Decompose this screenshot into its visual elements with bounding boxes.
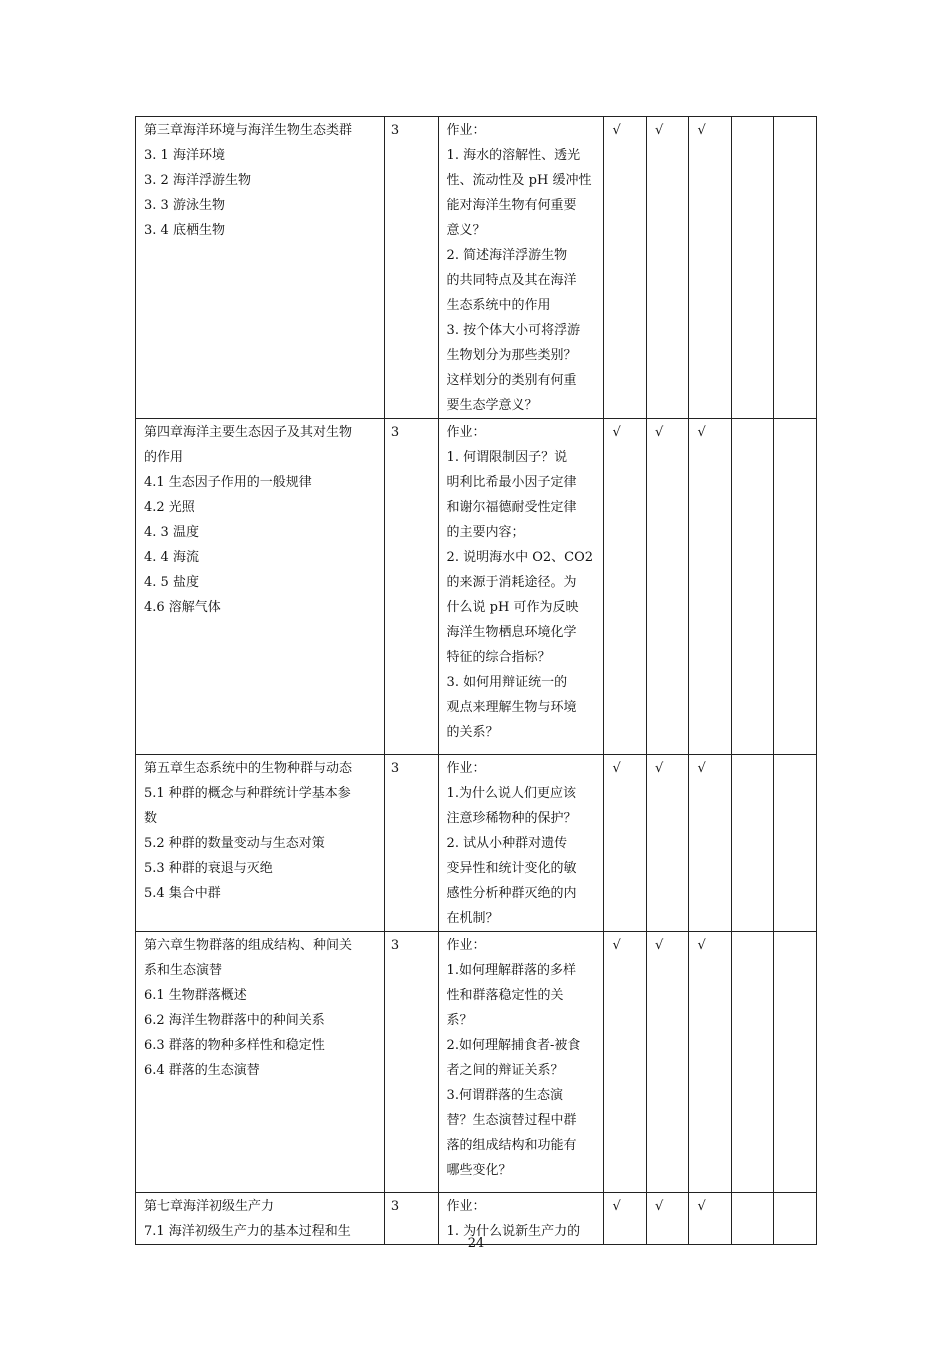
chapter-title: 第五章生态系统中的生物种群与动态 <box>144 761 353 776</box>
hours-value: 3 <box>390 761 400 776</box>
homework-line: 的来源于消耗途径。为 <box>446 575 577 590</box>
checkmark-cell <box>689 932 731 1193</box>
checkmark-cell <box>604 932 646 1193</box>
homework-cell <box>438 117 604 419</box>
homework-line: 变异性和统计变化的敏 <box>446 861 577 876</box>
checkmark: √ <box>612 761 621 776</box>
section-item: 3. 2 海洋浮游生物 <box>144 173 251 188</box>
chapter-content-cell <box>136 419 385 755</box>
checkmark-cell <box>689 117 731 419</box>
checkmark: √ <box>697 123 706 138</box>
homework-line: 的共同特点及其在海洋 <box>446 273 577 288</box>
page-number: 24 <box>467 1236 485 1251</box>
homework-label: 作业： <box>446 123 486 138</box>
chapter-title: 第七章海洋初级生产力 <box>144 1199 275 1214</box>
homework-line: 意义？ <box>446 223 486 238</box>
checkmark-cell <box>646 755 688 932</box>
homework-line: 生态系统中的作用 <box>446 298 551 313</box>
syllabus-table <box>135 116 817 1245</box>
chapter-title: 第三章海洋环境与海洋生物生态类群 <box>144 123 353 138</box>
section-item: 3. 3 游泳生物 <box>144 198 225 213</box>
checkmark: √ <box>612 938 621 953</box>
checkmark-cell <box>731 755 773 932</box>
homework-line: 的主要内容； <box>446 525 525 540</box>
checkmark-cell <box>774 755 817 932</box>
chapter-content-cell <box>136 117 385 419</box>
homework-line: 3.何谓群落的生态演 <box>446 1088 563 1103</box>
checkmark: √ <box>697 1199 706 1214</box>
checkmark-cell <box>646 117 688 419</box>
homework-line: 者之间的辩证关系？ <box>446 1063 564 1078</box>
checkmark: √ <box>654 425 664 440</box>
homework-line: 海洋生物栖息环境化学 <box>446 625 577 640</box>
homework-line: 明利比希最小因子定律 <box>446 475 577 490</box>
homework-line: 2. 简述海洋浮游生物 <box>446 248 568 263</box>
section-item: 系和生态演替 <box>144 963 223 978</box>
section-item: 3. 4 底栖生物 <box>144 223 225 238</box>
checkmark-cell <box>689 419 731 755</box>
homework-line: 哪些变化？ <box>446 1163 512 1178</box>
hours-value: 3 <box>390 938 400 953</box>
homework-cell <box>438 755 604 932</box>
checkmark: √ <box>697 761 706 776</box>
homework-line: 注意珍稀物种的保护？ <box>446 811 577 826</box>
homework-cell <box>438 932 604 1193</box>
checkmark: √ <box>697 938 706 953</box>
section-item: 3. 1 海洋环境 <box>144 148 225 163</box>
checkmark-cell <box>604 755 646 932</box>
checkmark: √ <box>612 1199 621 1214</box>
section-item: 数 <box>144 811 158 826</box>
section-item: 4.2 光照 <box>144 500 195 515</box>
section-item: 6.2 海洋生物群落中的种间关系 <box>144 1013 325 1028</box>
checkmark-cell <box>731 419 773 755</box>
section-item: 5.2 种群的数量变动与生态对策 <box>144 836 325 851</box>
homework-line: 能对海洋生物有何重要 <box>446 198 577 213</box>
section-item: 5.4 集合中群 <box>144 886 221 901</box>
homework-line: 2.如何理解捕食者-被食 <box>446 1038 581 1053</box>
homework-line: 2. 试从小种群对遗传 <box>446 836 568 851</box>
section-item: 的作用 <box>144 450 184 465</box>
hours-cell <box>384 932 438 1193</box>
homework-line: 3. 如何用辩证统一的 <box>446 675 568 690</box>
chapter-content-cell <box>136 932 385 1193</box>
homework-line: 性、流动性及 pH 缓冲性 <box>446 173 592 188</box>
checkmark: √ <box>612 123 621 138</box>
checkmark-cell <box>774 419 817 755</box>
homework-line: 落的组成结构和功能有 <box>446 1138 577 1153</box>
checkmark-cell <box>774 117 817 419</box>
homework-label: 作业： <box>446 425 486 440</box>
homework-line: 观点来理解生物与环境 <box>446 700 577 715</box>
homework-line: 什么说 pH 可作为反映 <box>446 600 579 615</box>
chapter-title: 第四章海洋主要生态因子及其对生物 <box>144 425 353 440</box>
hours-cell <box>384 755 438 932</box>
homework-line: 生物划分为那些类别？ <box>446 348 577 363</box>
homework-label: 作业： <box>446 761 486 776</box>
hours-value: 3 <box>390 1199 400 1214</box>
homework-line: 1.为什么说人们更应该 <box>446 786 576 801</box>
section-item: 4. 4 海流 <box>144 550 199 565</box>
hours-cell <box>384 117 438 419</box>
homework-label: 作业： <box>446 938 486 953</box>
hours-value: 3 <box>390 123 400 138</box>
homework-cell <box>438 419 604 755</box>
homework-line: 1.如何理解群落的多样 <box>446 963 576 978</box>
homework-line: 系？ <box>446 1013 473 1028</box>
checkmark: √ <box>612 425 621 440</box>
homework-line: 1. 何谓限制因子？说 <box>446 450 568 465</box>
table-row <box>136 419 817 755</box>
table-row <box>136 117 817 419</box>
homework-line: 3. 按个体大小可将浮游 <box>446 323 581 338</box>
homework-line: 1. 为什么说新生产力的 <box>446 1224 581 1239</box>
homework-line: 2. 说明海水中 O2、CO2 <box>446 550 594 565</box>
homework-line: 1. 海水的溶解性、透光 <box>446 148 581 163</box>
homework-line: 性和群落稳定性的关 <box>446 988 564 1003</box>
checkmark-cell <box>604 117 646 419</box>
hours-value: 3 <box>390 425 400 440</box>
section-item: 5.3 种群的衰退与灭绝 <box>144 861 273 876</box>
homework-line: 要生态学意义？ <box>446 398 538 413</box>
table-row <box>136 932 817 1193</box>
chapter-title: 第六章生物群落的组成结构、种间关 <box>144 938 353 953</box>
table-row <box>136 755 817 932</box>
homework-line: 特征的综合指标？ <box>446 650 551 665</box>
homework-label: 作业： <box>446 1199 486 1214</box>
checkmark-cell <box>774 932 817 1193</box>
section-item: 7.1 海洋初级生产力的基本过程和生 <box>144 1224 351 1239</box>
section-item: 4. 3 温度 <box>144 525 199 540</box>
checkmark-cell <box>646 932 688 1193</box>
homework-line: 的关系？ <box>446 725 499 740</box>
checkmark-cell <box>689 755 731 932</box>
checkmark: √ <box>654 761 664 776</box>
section-item: 6.3 群落的物种多样性和稳定性 <box>144 1038 325 1053</box>
hours-cell <box>384 419 438 755</box>
section-item: 4. 5 盐度 <box>144 575 199 590</box>
checkmark: √ <box>654 938 664 953</box>
checkmark: √ <box>654 1199 664 1214</box>
section-item: 4.6 溶解气体 <box>144 600 221 615</box>
checkmark-cell <box>731 117 773 419</box>
checkmark-cell <box>731 932 773 1193</box>
section-item: 6.1 生物群落概述 <box>144 988 247 1003</box>
checkmark: √ <box>654 123 664 138</box>
homework-line: 和谢尔福德耐受性定律 <box>446 500 577 515</box>
checkmark: √ <box>697 425 706 440</box>
section-item: 5.1 种群的概念与种群统计学基本参 <box>144 786 351 801</box>
checkmark-cell <box>646 419 688 755</box>
chapter-content-cell <box>136 755 385 932</box>
checkmark-cell <box>604 419 646 755</box>
homework-line: 替？生态演替过程中群 <box>446 1113 577 1128</box>
homework-line: 在机制？ <box>446 911 499 926</box>
homework-line: 这样划分的类别有何重 <box>446 373 577 388</box>
section-item: 6.4 群落的生态演替 <box>144 1063 260 1078</box>
homework-line: 感性分析种群灭绝的内 <box>446 886 577 901</box>
section-item: 4.1 生态因子作用的一般规律 <box>144 475 312 490</box>
